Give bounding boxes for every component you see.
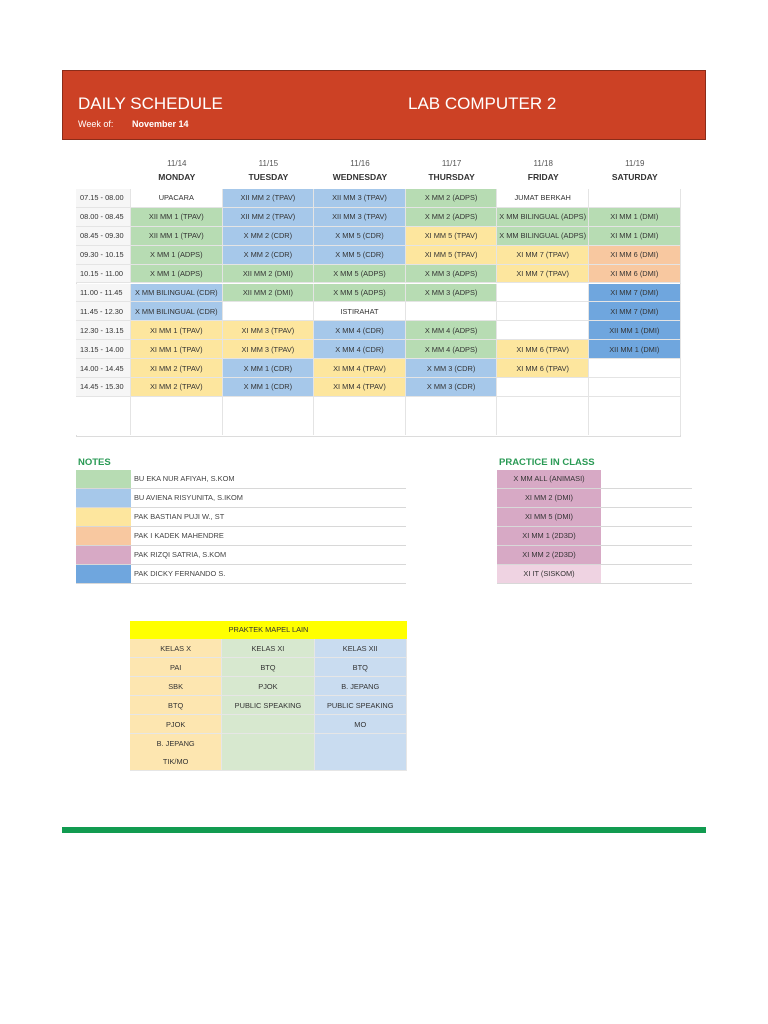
lab-title: LAB COMPUTER 2 bbox=[408, 94, 557, 113]
note-item bbox=[76, 527, 406, 546]
schedule-cell: X MM 5 (ADPS) bbox=[314, 265, 406, 284]
schedule-cell: XII MM 2 (TPAV) bbox=[223, 189, 315, 208]
note-item bbox=[76, 489, 406, 508]
schedule-cell: XI MM 7 (DMI) bbox=[589, 302, 681, 321]
schedule-cell bbox=[223, 302, 315, 321]
schedule-cell: X MM BILINGUAL (CDR) bbox=[131, 284, 223, 303]
note-item bbox=[76, 546, 406, 565]
practice-item bbox=[497, 546, 692, 565]
schedule-cell: X MM 4 (CDR) bbox=[314, 321, 406, 340]
schedule-cell bbox=[589, 189, 681, 208]
praktek-cell bbox=[222, 752, 314, 771]
time-slot: 11.45 - 12.30 bbox=[76, 302, 131, 321]
day-header-monday bbox=[131, 159, 223, 182]
praktek-cell: B. JEPANG bbox=[315, 677, 407, 696]
week-value: November 14 bbox=[132, 119, 189, 129]
schedule-cell: XI MM 5 (TPAV) bbox=[406, 246, 498, 265]
time-slot: 13.15 - 14.00 bbox=[76, 340, 131, 359]
praktek-column-header: KELAS X bbox=[130, 639, 222, 658]
empty-cell bbox=[314, 397, 406, 416]
schedule-cell: X MM 4 (CDR) bbox=[314, 340, 406, 359]
schedule-cell: XII MM 1 (DMI) bbox=[589, 321, 681, 340]
praktek-cell bbox=[222, 734, 314, 753]
schedule-cell: X MM 3 (CDR) bbox=[406, 378, 498, 397]
schedule-cell bbox=[497, 378, 589, 397]
schedule-cell: X MM 2 (CDR) bbox=[223, 246, 315, 265]
practice-class: XI MM 1 (2D3D) bbox=[497, 527, 601, 545]
note-teacher: PAK DICKY FERNANDO S. bbox=[134, 568, 226, 578]
empty-cell bbox=[76, 416, 131, 435]
practice-class: X MM ALL (ANIMASI) bbox=[497, 470, 601, 488]
empty-cell bbox=[589, 416, 681, 435]
time-slot: 11.00 - 11.45 bbox=[76, 284, 131, 303]
schedule-cell: XII MM 1 (DMI) bbox=[589, 340, 681, 359]
note-item bbox=[76, 565, 406, 584]
schedule-cell: X MM 5 (CDR) bbox=[314, 227, 406, 246]
praktek-cell: MO bbox=[315, 715, 407, 734]
praktek-column-header: KELAS XII bbox=[315, 639, 407, 658]
day-date: 11/18 bbox=[533, 159, 553, 168]
schedule-cell: X MM 3 (ADPS) bbox=[406, 284, 498, 303]
note-color-swatch bbox=[76, 508, 131, 526]
empty-cell bbox=[589, 397, 681, 416]
day-header-saturday bbox=[589, 159, 681, 182]
praktek-cell bbox=[315, 752, 407, 771]
practice-class: XI MM 2 (2D3D) bbox=[497, 546, 601, 564]
schedule-cell bbox=[497, 321, 589, 340]
practice-item bbox=[497, 527, 692, 546]
schedule-cell: X MM 1 (ADPS) bbox=[131, 246, 223, 265]
schedule-cell: XII MM 1 (TPAV) bbox=[131, 208, 223, 227]
praktek-cell: BTQ bbox=[222, 658, 314, 677]
day-name: THURSDAY bbox=[428, 172, 475, 182]
schedule-cell: XI MM 1 (TPAV) bbox=[131, 321, 223, 340]
schedule-cell: XI MM 4 (TPAV) bbox=[314, 359, 406, 378]
schedule-cell: XI MM 1 (DMI) bbox=[589, 227, 681, 246]
schedule-cell: XII MM 3 (TPAV) bbox=[314, 189, 406, 208]
praktek-cell: TIK/MO bbox=[130, 752, 222, 771]
time-slot: 08.00 - 08.45 bbox=[76, 208, 131, 227]
note-teacher: PAK RIZQI SATRIA, S.KOM bbox=[134, 549, 227, 559]
schedule-cell bbox=[497, 284, 589, 303]
empty-cell bbox=[76, 397, 131, 416]
day-name: WEDNESDAY bbox=[332, 172, 388, 182]
schedule-cell: XII MM 3 (TPAV) bbox=[314, 208, 406, 227]
schedule-cell: XI MM 6 (TPAV) bbox=[497, 359, 589, 378]
time-slot: 08.45 - 09.30 bbox=[76, 227, 131, 246]
day-date: 11/17 bbox=[441, 159, 462, 168]
schedule-cell: XI MM 3 (TPAV) bbox=[223, 340, 315, 359]
schedule-cell bbox=[589, 378, 681, 397]
empty-cell bbox=[314, 416, 406, 435]
page-title: DAILY SCHEDULE bbox=[78, 94, 223, 113]
day-header-wednesday bbox=[314, 159, 406, 182]
note-color-swatch bbox=[76, 527, 131, 545]
practice-class: XI IT (SISKOM) bbox=[497, 565, 601, 583]
day-date: 11/15 bbox=[258, 159, 279, 168]
time-slot: 14.00 - 14.45 bbox=[76, 359, 131, 378]
note-teacher: PAK I KADEK MAHENDRE bbox=[134, 530, 224, 540]
schedule-cell: XI MM 6 (DMI) bbox=[589, 246, 681, 265]
praktek-cell: SBK bbox=[130, 677, 222, 696]
empty-cell bbox=[131, 397, 223, 416]
schedule-cell: XI MM 7 (DMI) bbox=[589, 284, 681, 303]
praktek-cell: PJOK bbox=[222, 677, 314, 696]
day-name: SATURDAY bbox=[611, 172, 658, 182]
note-item bbox=[76, 508, 406, 527]
empty-cell bbox=[406, 416, 498, 435]
schedule-cell: X MM 4 (ADPS) bbox=[406, 321, 498, 340]
note-color-swatch bbox=[76, 565, 131, 583]
praktek-cell: PUBLIC SPEAKING bbox=[315, 696, 407, 715]
schedule-cell: XI MM 7 (TPAV) bbox=[497, 246, 589, 265]
time-slot: 14.45 - 15.30 bbox=[76, 378, 131, 397]
practice-item bbox=[497, 508, 692, 527]
empty-cell bbox=[131, 416, 223, 435]
schedule-cell: X MM 5 (ADPS) bbox=[314, 284, 406, 303]
empty-cell bbox=[223, 397, 315, 416]
practice-item bbox=[497, 489, 692, 508]
praktek-cell: B. JEPANG bbox=[130, 734, 222, 753]
schedule-cell: XI MM 1 (TPAV) bbox=[131, 340, 223, 359]
schedule-cell: X MM 3 (ADPS) bbox=[406, 265, 498, 284]
schedule-cell: XI MM 2 (TPAV) bbox=[131, 378, 223, 397]
empty-cell bbox=[223, 416, 315, 435]
schedule-cell: X MM 5 (CDR) bbox=[314, 246, 406, 265]
practice-class: XI MM 2 (DMI) bbox=[497, 489, 601, 507]
praktek-mapel-lain-title: PRAKTEK MAPEL LAIN bbox=[130, 621, 407, 639]
schedule-cell: XI MM 7 (TPAV) bbox=[497, 265, 589, 284]
time-slot: 12.30 - 13.15 bbox=[76, 321, 131, 340]
time-slot: 07.15 - 08.00 bbox=[76, 189, 131, 208]
schedule-header bbox=[62, 70, 706, 140]
practice-item bbox=[497, 470, 692, 489]
note-teacher: BU AVIENA RISYUNITA, S.IKOM bbox=[134, 492, 243, 502]
praktek-cell: BTQ bbox=[315, 658, 407, 677]
day-date: 11/19 bbox=[625, 159, 645, 168]
notes-title: NOTES bbox=[78, 457, 111, 468]
time-slot: 10.15 - 11.00 bbox=[76, 265, 131, 284]
day-header-tuesday bbox=[223, 159, 315, 182]
footer-divider bbox=[62, 827, 706, 833]
schedule-cell: X MM 1 (CDR) bbox=[223, 378, 315, 397]
schedule-cell: XII MM 2 (DMI) bbox=[223, 284, 315, 303]
schedule-cell: X MM BILINGUAL (ADPS) bbox=[497, 208, 589, 227]
day-name: MONDAY bbox=[158, 172, 196, 182]
schedule-cell: XI MM 3 (TPAV) bbox=[223, 321, 315, 340]
schedule-cell: JUMAT BERKAH bbox=[497, 189, 589, 208]
note-color-swatch bbox=[76, 470, 131, 488]
practice-item bbox=[497, 565, 692, 584]
empty-cell bbox=[497, 397, 589, 416]
schedule-cell: X MM BILINGUAL (CDR) bbox=[131, 302, 223, 321]
schedule-cell: X MM 2 (CDR) bbox=[223, 227, 315, 246]
praktek-cell: PUBLIC SPEAKING bbox=[222, 696, 314, 715]
day-name: TUESDAY bbox=[248, 172, 289, 182]
schedule-cell: XI MM 5 (TPAV) bbox=[406, 227, 498, 246]
praktek-cell bbox=[315, 734, 407, 753]
schedule-cell: X MM 2 (ADPS) bbox=[406, 208, 498, 227]
note-item bbox=[76, 470, 406, 489]
schedule-cell: XI MM 6 (TPAV) bbox=[497, 340, 589, 359]
schedule-cell: XI MM 1 (DMI) bbox=[589, 208, 681, 227]
note-color-swatch bbox=[76, 489, 131, 507]
day-header-friday bbox=[497, 159, 589, 182]
schedule-cell: XI MM 6 (DMI) bbox=[589, 265, 681, 284]
schedule-cell: X MM 1 (ADPS) bbox=[131, 265, 223, 284]
schedule-cell: X MM 4 (ADPS) bbox=[406, 340, 498, 359]
practice-class: XI MM 5 (DMI) bbox=[497, 508, 601, 526]
note-teacher: PAK BASTIAN PUJI W., ST bbox=[134, 511, 225, 521]
schedule-cell bbox=[497, 302, 589, 321]
praktek-cell bbox=[222, 715, 314, 734]
practice-title: PRACTICE IN CLASS bbox=[499, 457, 595, 468]
schedule-cell: X MM BILINGUAL (ADPS) bbox=[497, 227, 589, 246]
praktek-cell: BTQ bbox=[130, 696, 222, 715]
schedule-cell: XII MM 2 (DMI) bbox=[223, 265, 315, 284]
schedule-cell: X MM 2 (ADPS) bbox=[406, 189, 498, 208]
schedule-cell bbox=[406, 302, 498, 321]
day-header-thursday bbox=[406, 159, 498, 182]
schedule-cell bbox=[589, 359, 681, 378]
schedule-cell: ISTIRAHAT bbox=[314, 302, 406, 321]
empty-cell bbox=[406, 397, 498, 416]
praktek-cell: PAI bbox=[130, 658, 222, 677]
schedule-cell: XII MM 1 (TPAV) bbox=[131, 227, 223, 246]
day-name: FRIDAY bbox=[527, 172, 559, 182]
schedule-cell: X MM 1 (CDR) bbox=[223, 359, 315, 378]
praktek-cell: PJOK bbox=[130, 715, 222, 734]
note-color-swatch bbox=[76, 546, 131, 564]
praktek-column-header: KELAS XI bbox=[222, 639, 314, 658]
week-label: Week of: bbox=[78, 119, 114, 129]
schedule-cell: UPACARA bbox=[131, 189, 223, 208]
schedule-cell: X MM 3 (CDR) bbox=[406, 359, 498, 378]
day-date: 11/16 bbox=[350, 159, 370, 168]
note-teacher: BU EKA NUR AFIYAH, S.KOM bbox=[134, 474, 235, 483]
schedule-cell: XI MM 2 (TPAV) bbox=[131, 359, 223, 378]
empty-cell bbox=[497, 416, 589, 435]
day-date: 11/14 bbox=[167, 159, 187, 168]
schedule-cell: XII MM 2 (TPAV) bbox=[223, 208, 315, 227]
time-slot: 09.30 - 10.15 bbox=[76, 246, 131, 265]
schedule-cell: XI MM 4 (TPAV) bbox=[314, 378, 406, 397]
